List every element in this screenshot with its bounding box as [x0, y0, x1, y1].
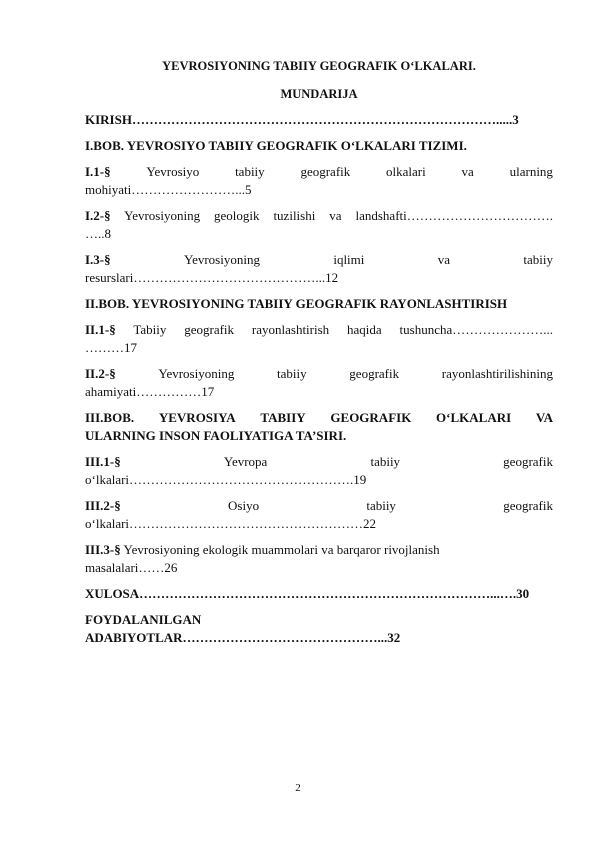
section-number: I.1-§ [85, 164, 111, 179]
toc-entry-line [85, 251, 553, 269]
toc-entry-line: o‘lkalari………………………………………………22 [85, 516, 377, 531]
toc-entry-line: resurslari……………………………………...12 [85, 270, 339, 285]
toc-word: III.BOB. [85, 410, 135, 425]
section-number: II.2-§ [85, 366, 116, 381]
toc-word: geografik [503, 454, 553, 469]
toc-entry-line: ………17 [85, 340, 137, 355]
toc-entry-line: masalalari……26 [85, 560, 178, 575]
toc-word: O‘LKALARI [436, 410, 512, 425]
toc-word: geografik [349, 366, 400, 381]
toc-entry-1-2[interactable] [85, 207, 553, 243]
toc-entry-2-2[interactable] [85, 365, 553, 401]
toc-entry-line: FOYDALANILGAN [85, 612, 202, 627]
toc-entry-line: ahamiyati……………17 [85, 384, 215, 399]
toc-entry-2-1[interactable] [85, 321, 553, 357]
toc-entry-line: ADABIYOTLAR………………………………………...32 [85, 630, 401, 645]
toc-word: TABIIY [260, 410, 306, 425]
toc-word: olkalari [386, 164, 426, 179]
toc-chapter-3[interactable] [85, 409, 553, 445]
toc-entry-line: o‘lkalari…………………………………………….19 [85, 472, 367, 487]
toc-word: tabiiy [523, 252, 553, 267]
toc-chapter-2[interactable]: II.BOB. YEVROSIYONING TABIIY GEOGRAFIK RAYONLASHTIRISH [85, 296, 508, 311]
toc-heading: MUNDARIJA [280, 87, 358, 101]
toc-word: Osiyo [228, 498, 260, 513]
toc-entry-line [85, 365, 553, 383]
toc-word: GEOGRAFIK [330, 410, 412, 425]
toc-entry-line [85, 321, 553, 339]
toc-word: tabiiy [235, 164, 265, 179]
toc-word: Yevrosiyoning [158, 366, 235, 381]
toc-entry-1-1[interactable] [85, 163, 553, 199]
toc-entry-3-2[interactable] [85, 497, 553, 533]
toc-entry-line [85, 163, 553, 181]
toc-entry-line: …..8 [85, 226, 111, 241]
section-number: I.3-§ [85, 252, 111, 267]
toc-word: geografik [300, 164, 351, 179]
toc-entry-conclusion[interactable]: XULOSA………………………………………………………………………...….30 [85, 586, 530, 601]
toc-entry-line [85, 207, 553, 225]
toc-entry-text: Yevrosiyoning geologik tuzilishi va landshafti……………………………. [124, 208, 553, 223]
toc-word: Yevrosiyo [146, 164, 200, 179]
toc-entry-line: mohiyati……………………...5 [85, 182, 252, 197]
toc-entry-3-3[interactable] [85, 541, 553, 577]
toc-entry-text: Yevrosiyoning ekologik muammolari va barqaror rivojlanish [123, 542, 440, 557]
toc-word: tabiiy [370, 454, 401, 469]
toc-word: YEVROSIYA [158, 410, 236, 425]
toc-word: geografik [503, 498, 553, 513]
section-number: III.2-§ [85, 498, 121, 513]
toc-word: tabiiy [277, 366, 307, 381]
document-title: YEVROSIYONING TABIIY GEOGRAFIK O‘LKALARI. [162, 59, 476, 73]
toc-word: VA [535, 410, 553, 425]
toc-word: va [437, 252, 451, 267]
toc-entry-1-3[interactable] [85, 251, 553, 287]
toc-entry-line [85, 497, 553, 515]
toc-word: va [461, 164, 474, 179]
toc-word: Yevropa [223, 454, 268, 469]
section-number: III.1-§ [85, 454, 121, 469]
toc-entry-3-1[interactable] [85, 453, 553, 489]
toc-word: rayonlashtirilishining [441, 366, 553, 381]
toc-entry-intro[interactable]: KIRISH………………………………………………………………………….....3 [85, 112, 519, 127]
toc-chapter-1[interactable]: I.BOB. YEVROSIYO TABIIY GEOGRAFIK O‘LKALARI TIZIMI. [85, 138, 467, 153]
section-number: II.1-§ [85, 322, 116, 337]
toc-entry-line [85, 541, 553, 559]
toc-entry-text: Tabiiy geografik rayonlashtirish haqida tushuncha…………………... [133, 322, 554, 337]
section-number: III.3-§ [85, 542, 121, 557]
page-number: 2 [295, 782, 301, 794]
section-number: I.2-§ [85, 208, 111, 223]
toc-entry-line: ULARNING INSON FAOLIYATIGA TA’SIRI. [85, 428, 347, 443]
document-page [85, 57, 553, 655]
toc-entry-line [85, 409, 553, 427]
toc-entry-line [85, 453, 553, 471]
toc-word: iqlimi [333, 252, 365, 267]
toc-word: ularning [509, 164, 553, 179]
toc-entry-references[interactable] [85, 611, 553, 647]
toc-word: Yevrosiyoning [184, 252, 260, 267]
toc-word: tabiiy [366, 498, 396, 513]
